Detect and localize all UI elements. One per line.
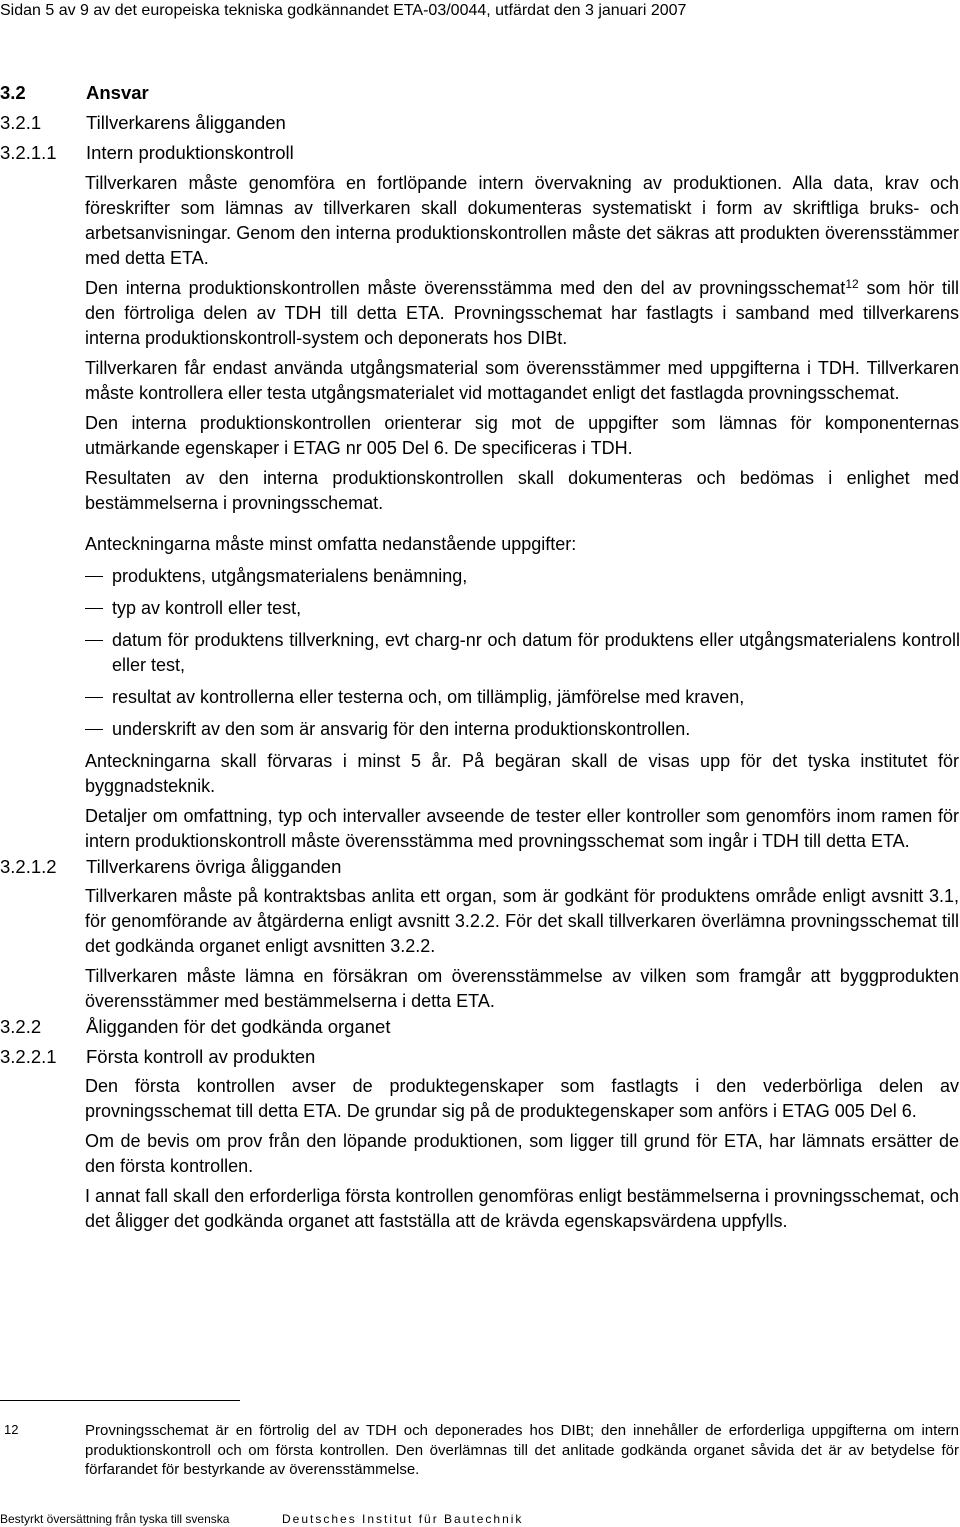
page-footer	[0, 1511, 960, 1527]
paragraph: Anteckningarna skall förvaras i minst 5 år. På begäran skall de visas upp för det tyska institutet för byggnadsteknik.	[85, 751, 959, 796]
section-title: Ansvar	[86, 82, 149, 103]
list-item: typ av kontroll eller test,	[112, 596, 960, 621]
section-heading-3-2-1-2	[0, 854, 960, 879]
section-title: Tillverkarens övriga åligganden	[86, 856, 342, 877]
header-text: Sidan 5 av 9 av det europeiska tekniska godkännandet ETA-03/0044, utfärdat den 3 januari 2007	[0, 2, 687, 19]
footnote-separator	[0, 1400, 240, 1401]
paragraph-text: Den interna produktionskontrollen måste överensstämma med den del av provningsschemat	[85, 278, 846, 298]
footer-translation-note: Bestyrkt översättning från tyska till svenska	[0, 1512, 230, 1526]
document-body	[0, 80, 960, 1239]
footnote-marker: 12	[4, 1422, 19, 1437]
paragraph: Detaljer om omfattning, typ och intervaller avseende de tester eller kontroller som genomförs inom ramen för intern produktionskontroll måste överensstämma med provningsschemat som ingår i TDH till detta ETA.	[85, 806, 959, 851]
page-header	[0, 0, 960, 44]
section-title: Åligganden för det godkända organet	[86, 1016, 391, 1037]
section-heading-3-2-1	[0, 110, 960, 135]
list-item: underskrift av den som är ansvarig för den interna produktionskontrollen.	[112, 717, 960, 742]
section-heading-3-2-2	[0, 1014, 960, 1039]
paragraph: Tillverkaren måste genomföra en fortlöpande intern övervakning av produktionen. Alla data, krav och föreskrifter som lämnas av tillverkaren skall dokumenteras systematiskt i form av skriftliga bruks- och arbetsanvisningar. Genom den interna produktionskontrollen måste det säkras att produkten överensstämmer med detta ETA.	[85, 173, 959, 268]
section-number: 3.2.2.1	[0, 1046, 57, 1067]
paragraph: I annat fall skall den erforderliga första kontrollen genomföras enligt bestämmelserna i provningsschemat, och det åligger det godkända organet att fastställa att de krävda egenskapsvärdena uppfylls.	[85, 1186, 959, 1231]
section-title: Första kontroll av produkten	[86, 1046, 316, 1067]
paragraph: Tillverkaren måste på kontraktsbas anlita ett organ, som är godkänt för produktens område enligt avsnitt 3.1, för genomförande av åtgärderna enligt avsnitt 3.2.2. För det skall tillverkaren överlämna provningsschemat till det godkända organet enligt avsnitten 3.2.2.	[85, 886, 959, 956]
list-item: resultat av kontrollerna eller testerna och, om tillämplig, jämförelse med kraven,	[112, 685, 960, 710]
section-heading-3-2	[0, 80, 960, 105]
footnote-text: Provningsschemat är en förtrolig del av TDH och deponerades hos DIBt; den innehåller de erforderliga uppgifterna om intern produktionskontroll och om första kontrollen. Den överlämnas till det anlitade godkända organet såvida det är av betydelse för förfarandet för bestyrkande av överensstämmelse.	[85, 1422, 959, 1478]
section-title: Intern produktionskontroll	[86, 142, 294, 163]
section-heading-3-2-1-1	[0, 140, 960, 165]
paragraph: Om de bevis om prov från den löpande produktionen, som ligger till grund för ETA, har lämnats ersätter de den första kontrollen.	[85, 1131, 959, 1176]
paragraph: Den interna produktionskontrollen orienterar sig mot de uppgifter som lämnas för komponenternas utmärkande egenskaper i ETAG nr 005 Del 6. De specificeras i TDH.	[85, 413, 959, 458]
footnote-reference[interactable]: 12	[845, 277, 859, 291]
section-number: 3.2.1.2	[0, 856, 57, 877]
section-number: 3.2.1	[0, 112, 42, 133]
section-number: 3.2.2	[0, 1016, 42, 1037]
paragraph: Tillverkaren får endast använda utgångsmaterial som överensstämmer med uppgifterna i TDH. Tillverkaren måste kontrollera eller testa utgångsmaterialet vid mottagandet enligt det fastlagda provningsschemat.	[85, 358, 959, 403]
section-heading-3-2-2-1	[0, 1044, 960, 1069]
list-item: produktens, utgångsmaterialens benämning,	[112, 564, 960, 589]
paragraph: Tillverkaren måste lämna en försäkran om överensstämmelse av vilken som framgår att byggprodukten överensstämmer med bestämmelserna i detta ETA.	[85, 966, 959, 1011]
section-number: 3.2	[0, 82, 26, 103]
paragraph-text: som hör till den förtroliga delen av TDH till detta ETA. Provningsschemat har fastlagts i samband med tillverkarens interna produktionskontroll-system och deponerats hos DIBt.	[85, 278, 959, 348]
paragraph: Anteckningarna måste minst omfatta nedanstående uppgifter:	[85, 534, 577, 554]
paragraph: Resultaten av den interna produktionskontrollen skall dokumenteras och bedömas i enlighet med bestämmelserna i provningsschemat.	[85, 468, 959, 513]
paragraph: Den första kontrollen avser de produktegenskaper som fastlagts i den vederbörliga delen av provningsschemat till detta ETA. De grundar sig på de produktegenskaper som anförs i ETAG 005 Del 6.	[85, 1076, 959, 1121]
paragraph-with-footnote	[85, 276, 959, 351]
list-item: datum för produktens tillverkning, evt charg-nr och datum för produktens eller utgångsmaterialens kontroll eller test,	[112, 628, 960, 678]
footer-institute: Deutsches Institut für Bautechnik	[282, 1512, 524, 1526]
record-requirements-list	[0, 564, 960, 742]
section-title: Tillverkarens åligganden	[86, 112, 286, 133]
section-number: 3.2.1.1	[0, 142, 57, 163]
